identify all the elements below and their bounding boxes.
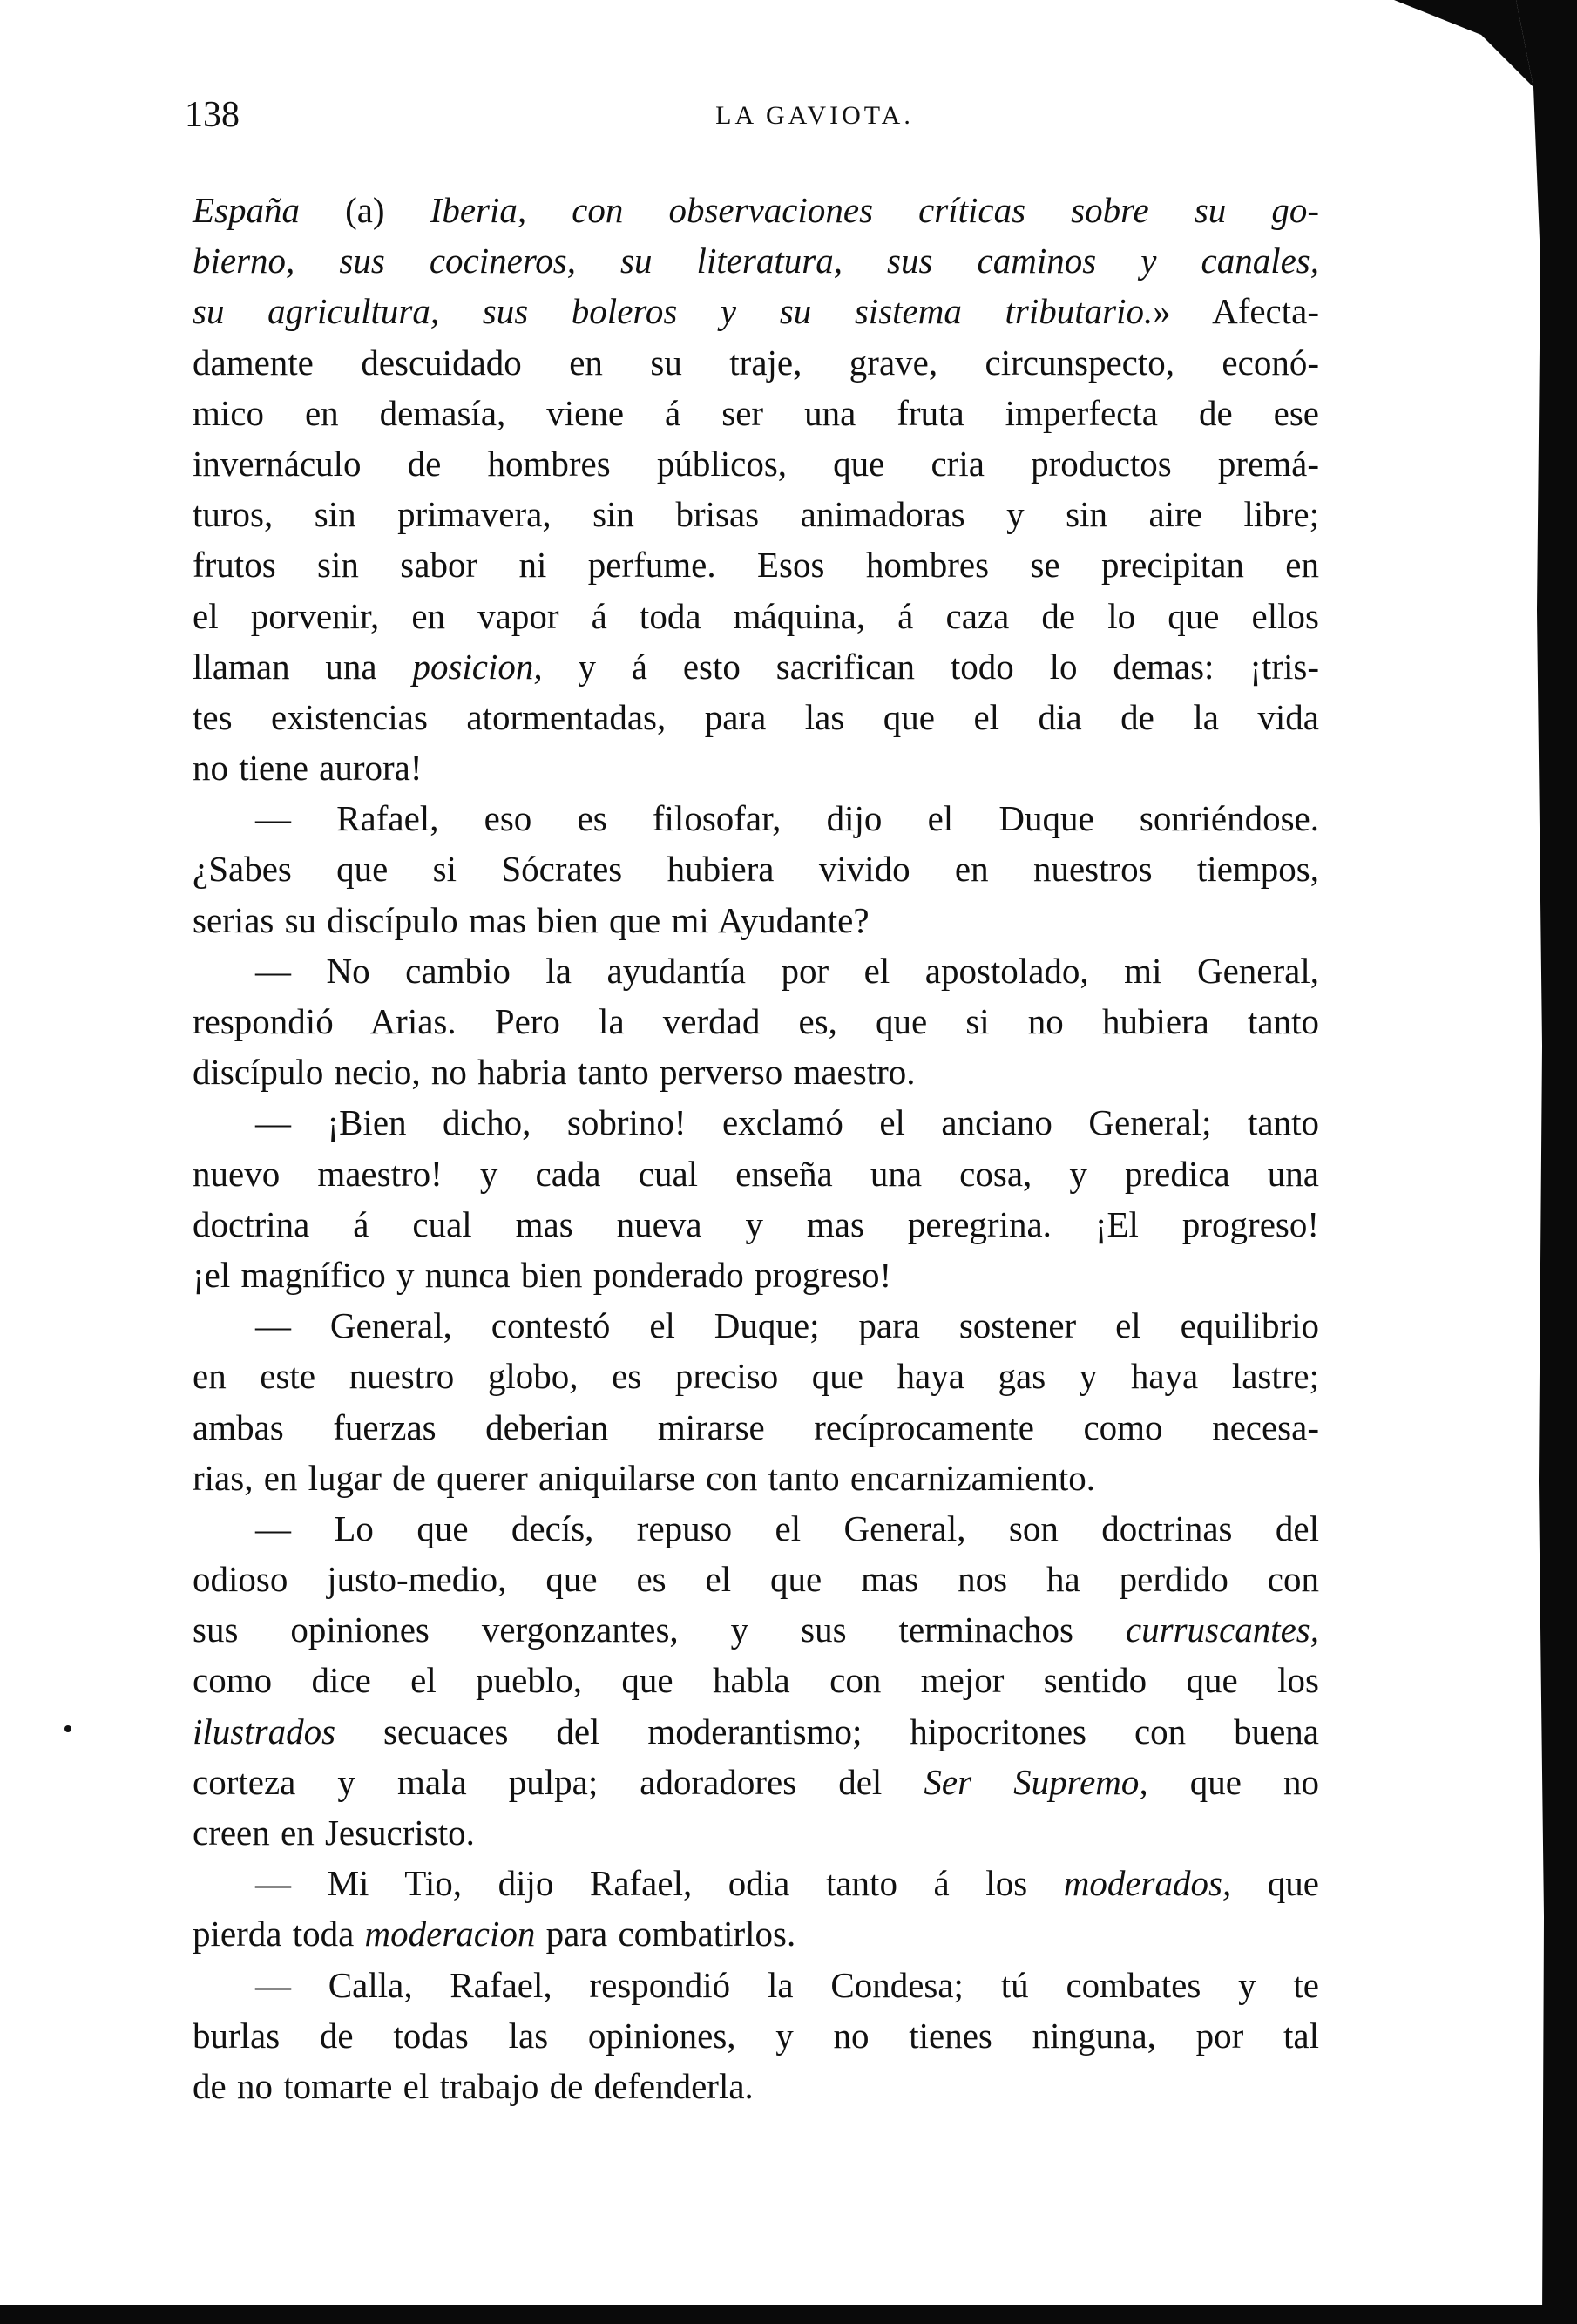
text-line xyxy=(193,2010,1319,2061)
text-segment: corteza y mala pulpa; adoradores del xyxy=(193,1761,924,1802)
text-line xyxy=(193,1554,1319,1604)
text-line xyxy=(193,1402,1319,1453)
text-line xyxy=(193,438,1319,489)
text-segment: — Mi Tio, dijo Rafael, odia tanto á los xyxy=(255,1863,1064,1904)
text-line xyxy=(193,1908,1319,1959)
text-segment: — Calla, Rafael, respondió la Condesa; tú combates y te xyxy=(255,1964,1319,2005)
text-line xyxy=(193,1655,1319,1705)
text-line xyxy=(193,1807,1319,1858)
text-line xyxy=(193,1148,1319,1199)
text-line xyxy=(193,591,1319,641)
text-segment: que no xyxy=(1147,1761,1319,1802)
text-segment: damente descuidado en su traje, grave, circunspecto, econó- xyxy=(193,342,1319,383)
text-line xyxy=(193,489,1319,539)
text-segment: » Afecta- xyxy=(1153,291,1319,332)
text-line xyxy=(193,945,1319,996)
text-segment: discípulo necio, no habria tanto perverso maestro. xyxy=(193,1052,916,1093)
italic-text: ilustrados xyxy=(193,1711,336,1751)
text-line xyxy=(193,1757,1319,1807)
text-segment: secuaces del moderantismo; hipocritones con buena xyxy=(335,1711,1319,1751)
text-line xyxy=(193,1960,1319,2010)
italic-text: moderacion xyxy=(364,1914,536,1955)
italic-text: curruscantes, xyxy=(1125,1609,1319,1650)
text-line xyxy=(193,2061,1319,2111)
text-segment: — Lo que decís, repuso el General, son doctrinas del xyxy=(255,1508,1319,1548)
text-segment: invernáculo de hombres públicos, que cria productos premá- xyxy=(193,443,1319,484)
text-line xyxy=(193,286,1319,336)
text-line xyxy=(193,1503,1319,1554)
text-line xyxy=(193,539,1319,590)
text-segment: que xyxy=(1231,1863,1320,1904)
italic-text: moderados, xyxy=(1063,1863,1232,1904)
text-line xyxy=(193,1250,1319,1300)
text-line xyxy=(193,742,1319,793)
text-line xyxy=(193,641,1319,692)
text-line xyxy=(193,185,1319,235)
text-segment: respondió Arias. Pero la verdad es, que si no hubiera tanto xyxy=(193,1001,1319,1041)
text-segment: burlas de todas las opiniones, y no tienes ninguna, por tal xyxy=(193,2015,1319,2056)
text-line xyxy=(193,1199,1319,1250)
text-segment: llaman una xyxy=(193,646,413,687)
text-line xyxy=(193,895,1319,945)
italic-text: Iberia, con observaciones críticas sobre su go- xyxy=(430,190,1319,230)
text-line xyxy=(193,844,1319,894)
text-line xyxy=(193,235,1319,286)
text-segment: ambas fuerzas deberian mirarse recíprocamente como necesa- xyxy=(193,1406,1319,1447)
text-segment: doctrina á cual mas nueva y mas peregrina. ¡El progreso! xyxy=(193,1203,1319,1244)
italic-text: Ser Supremo, xyxy=(924,1761,1148,1802)
text-segment: en este nuestro globo, es preciso que haya gas y haya lastre; xyxy=(193,1356,1319,1397)
text-segment: como dice el pueblo, que habla con mejor sentido que los xyxy=(193,1660,1319,1701)
text-segment: mico en demasía, viene á ser una fruta imperfecta de ese xyxy=(193,392,1319,433)
text-segment: creen en Jesucristo. xyxy=(193,1812,475,1853)
text-line xyxy=(193,1453,1319,1503)
text-segment: turos, sin primavera, sin brisas animadoras y sin aire libre; xyxy=(193,494,1319,535)
text-line xyxy=(193,337,1319,388)
text-segment: de no tomarte el trabajo de defenderla. xyxy=(193,2065,754,2106)
text-segment: y á esto sacrifican todo lo demas: ¡tris- xyxy=(542,646,1319,687)
text-segment: (a) xyxy=(300,190,430,230)
text-segment: — Rafael, eso es filosofar, dijo el Duque sonriéndose. xyxy=(255,798,1319,839)
italic-text: bierno, sus cocineros, su literatura, sus caminos y canales, xyxy=(193,241,1319,281)
italic-text: su agricultura, sus boleros y su sistema tributario. xyxy=(193,291,1154,332)
text-segment: serias su discípulo mas bien que mi Ayudante? xyxy=(193,899,870,940)
text-line xyxy=(193,388,1319,438)
text-segment: — No cambio la ayudantía por el apostolado, mi General, xyxy=(255,950,1319,991)
italic-text: posicion, xyxy=(412,646,543,687)
text-segment: — General, contestó el Duque; para sostener el equilibrio xyxy=(255,1305,1319,1346)
text-segment: pierda toda xyxy=(193,1914,365,1955)
text-segment: el porvenir, en vapor á toda máquina, á caza de lo que ellos xyxy=(193,595,1319,636)
text-line xyxy=(193,1097,1319,1148)
text-segment: ¡el magnífico y nunca bien ponderado progreso! xyxy=(193,1254,892,1295)
text-segment: sus opiniones vergonzantes, y sus terminachos xyxy=(193,1609,1126,1650)
text-segment: odioso justo-medio, que es el que mas nos ha perdido con xyxy=(193,1559,1319,1600)
text-line xyxy=(193,1047,1319,1097)
body-text xyxy=(193,185,1319,2111)
italic-text: España xyxy=(193,190,300,230)
text-segment: rias, en lugar de querer aniquilarse con tanto encarnizamiento. xyxy=(193,1457,1095,1498)
text-line xyxy=(193,996,1319,1047)
text-line xyxy=(193,1300,1319,1351)
text-line xyxy=(193,692,1319,742)
text-line xyxy=(193,1351,1319,1401)
text-line xyxy=(193,1604,1319,1655)
text-segment: no tiene aurora! xyxy=(193,748,423,789)
text-segment: nuevo maestro! y cada cual enseña una cosa, y predica una xyxy=(193,1153,1319,1194)
text-line xyxy=(193,1706,1319,1757)
text-segment: tes existencias atormentadas, para las que el dia de la vida xyxy=(193,696,1319,737)
text-segment: ¿Sabes que si Sócrates hubiera vivido en nuestros tiempos, xyxy=(193,849,1319,890)
text-segment: frutos sin sabor ni perfume. Esos hombres se precipitan en xyxy=(193,545,1319,586)
text-segment: — ¡Bien dicho, sobrino! exclamó el anciano General; tanto xyxy=(255,1102,1319,1143)
scan-speck xyxy=(64,1725,71,1732)
text-line xyxy=(193,793,1319,844)
text-line xyxy=(193,1858,1319,1908)
text-segment: para combatirlos. xyxy=(535,1914,796,1955)
running-title: LA GAVIOTA. xyxy=(715,101,914,130)
page-number: 138 xyxy=(185,95,240,135)
